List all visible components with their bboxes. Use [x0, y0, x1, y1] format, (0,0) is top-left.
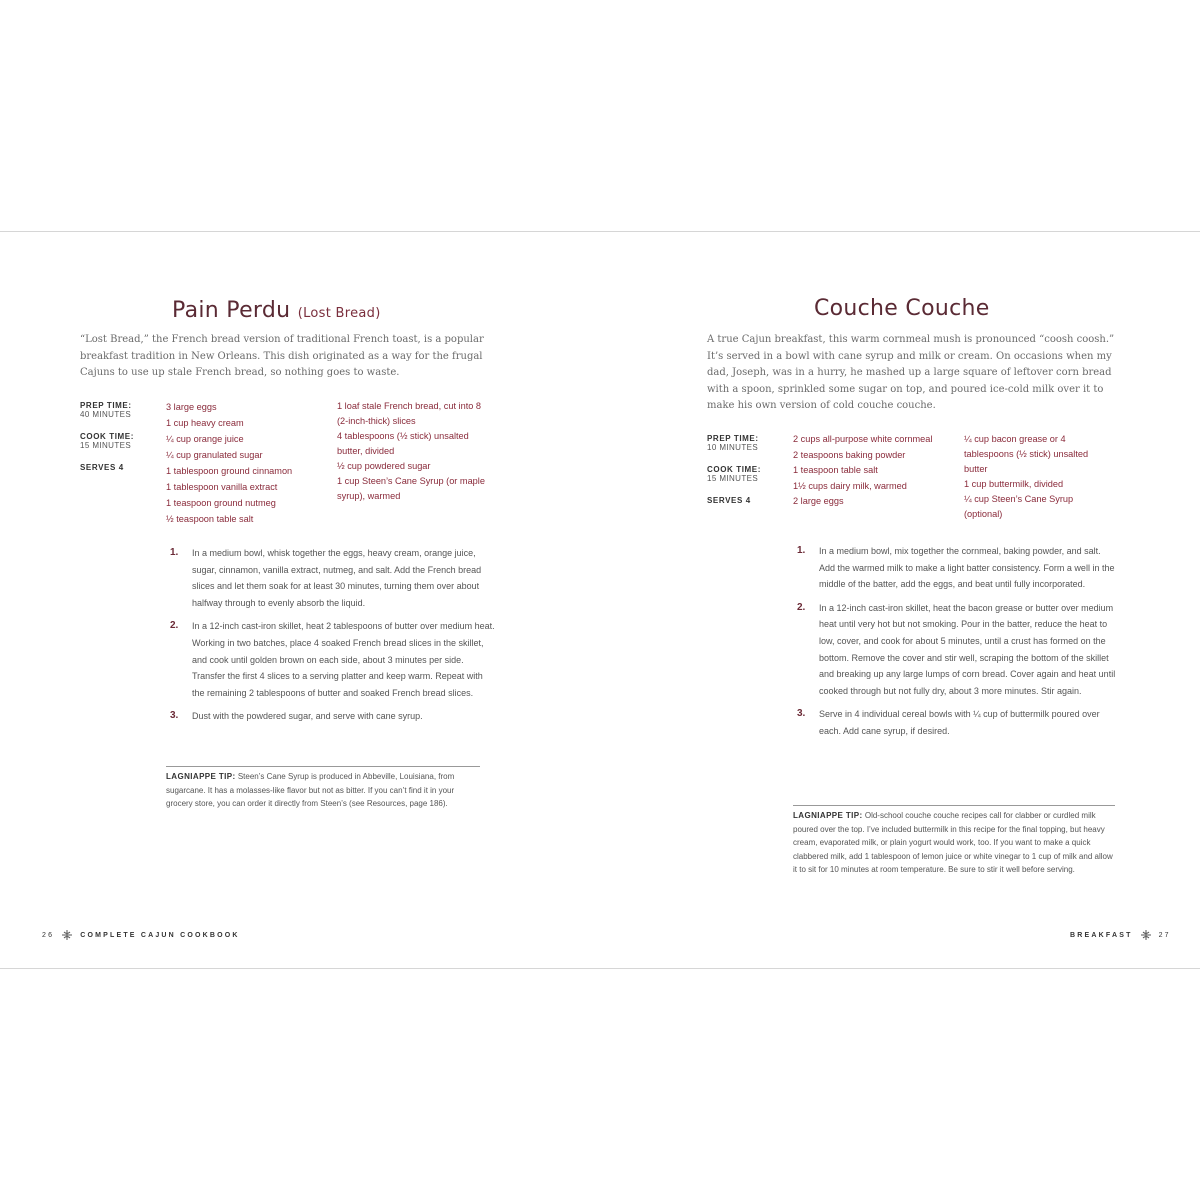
section-title: BREAKFAST [1070, 931, 1133, 939]
step-text: In a 12-inch cast-iron skillet, heat the bacon grease or butter over medium heat until very hot but not smoking. Pour in the batter, reduce the heat to low, cover, and cook for about 5 minutes, until a crust has formed on the bottom. Remove the cover and stir well, scraping the bottom of the skillet and breaking up any large lumps of corn bread. Cover again and heat until cooked through but not fully dry, about 3 more minutes. Stir again. [819, 602, 1116, 696]
step-text: Dust with the powdered sugar, and serve with cane syrup. [192, 711, 423, 722]
ingredient-item: 1 cup heavy cream [166, 418, 244, 428]
step-number: 3. [170, 710, 179, 722]
recipe-steps [170, 545, 495, 732]
serves-label: SERVES 4 [707, 496, 751, 505]
ingredient-item: 1 teaspoon table salt [793, 465, 878, 475]
recipe-title [814, 296, 990, 321]
fleur-de-lis-icon [1139, 929, 1153, 941]
step-number: 2. [170, 620, 179, 632]
prep-time-value: 40 MINUTES [80, 410, 132, 419]
recipe-intro: A true Cajun breakfast, this warm cornmeal mush is pronounced “coosh coosh.” It’s served in a bowl with cane syrup and milk or cream. On occasions when my dad, Joseph, was in a hurry, he mashed up a large square of leftover corn bread with a spoon, sprinkled some sugar on top, and poured ice-cold milk over it to make his own version of cold couche couche. [707, 334, 1115, 412]
ingredient-item: 2 teaspoons baking powder [793, 449, 906, 460]
ingredient-item: 1 cup buttermilk, divided [964, 479, 1064, 489]
recipe-meta [80, 401, 160, 485]
ingredients-list-1 [793, 432, 933, 510]
recipe-title-text: Pain Perdu [172, 298, 291, 323]
fleur-de-lis-icon [60, 929, 74, 941]
tip-text: Steen’s Cane Syrup is produced in Abbeville, Louisiana, from sugarcane. It has a molasses-like flavor but not as bitter. If you can’t find it in your grocery store, you can order it directly from Steen’s (see Resources, page 186). [166, 772, 455, 808]
ingredient-item: ¼ cup bacon grease or 4 tablespoons (½ stick) unsalted butter [964, 434, 1089, 474]
serves-label: SERVES 4 [80, 463, 124, 472]
tip-label: LAGNIAPPE TIP: [793, 811, 863, 820]
ingredient-item: ½ cup powdered sugar [337, 461, 431, 471]
lagniappe-tip [793, 805, 1115, 877]
recipe-steps [797, 543, 1117, 747]
step-text: In a medium bowl, mix together the cornmeal, baking powder, and salt. Add the warmed milk to make a light batter consistency. Form a well in the middle of the batter, add the eggs, and beat until fully incorporated. [819, 546, 1115, 590]
recipe-title-text: Couche Couche [814, 296, 990, 321]
page-number: 27 [1158, 931, 1171, 939]
ingredient-item: 1 tablespoon vanilla extract [166, 482, 278, 492]
step-number: 1. [170, 547, 179, 558]
ingredients-list-2 [337, 399, 487, 504]
step-number: 2. [797, 601, 806, 613]
step-item [170, 545, 495, 611]
ingredients-list-2 [964, 432, 1104, 522]
step-text: In a medium bowl, whisk together the eggs, heavy cream, orange juice, sugar, cinnamon, vanilla extract, nutmeg, and salt. Add the French bread slices and let them soak for at least 30 minutes, turning them over about halfway through to evenly absorb the liquid. [192, 548, 482, 608]
recipe-subtitle: (Lost Bread) [297, 306, 381, 321]
recipe-meta [707, 434, 787, 518]
cook-time-label: COOK TIME: [707, 465, 761, 474]
step-item [797, 600, 1117, 700]
ingredient-item: 1 loaf stale French bread, cut into 8 (2-inch-thick) slices [337, 401, 482, 426]
step-item [797, 706, 1117, 739]
ingredient-item: ½ teaspoon table salt [166, 514, 254, 524]
step-number: 1. [797, 545, 806, 556]
cook-time-value: 15 MINUTES [80, 441, 132, 450]
ingredient-item: 2 cups all-purpose white cornmeal [793, 434, 933, 444]
recipe-intro: “Lost Bread,” the French bread version of traditional French toast, is a popular breakfast tradition in New Orleans. This dish originated as a way for the frugal Cajuns to use up stale French bread, so nothing goes to waste. [80, 334, 484, 379]
step-text: Serve in 4 individual cereal bowls with ¼ cup of buttermilk poured over each. Add cane syrup, if desired. [819, 709, 1100, 736]
ingredient-item: 1½ cups dairy milk, warmed [793, 480, 907, 491]
ingredient-item: 1 tablespoon ground cinnamon [166, 466, 293, 476]
ingredient-item: 4 tablespoons (½ stick) unsalted butter, divided [337, 431, 469, 456]
ingredient-item: 1 teaspoon ground nutmeg [166, 498, 276, 508]
right-footer [1070, 929, 1171, 941]
recipe-title [172, 298, 381, 323]
step-text: In a 12-inch cast-iron skillet, heat 2 tablespoons of butter over medium heat. Working in two batches, place 4 soaked French bread slices in the skillet, and cook until golden brown on each side, about 3 minutes per side. Transfer the first 4 slices to a serving platter and keep warm. Repeat with the remaining 2 tablespoons of butter and soaked French bread slices. [192, 621, 495, 698]
tip-label: LAGNIAPPE TIP: [166, 772, 236, 781]
page-number: 26 [42, 931, 55, 939]
book-title: COMPLETE CAJUN COOKBOOK [80, 931, 240, 939]
cook-time-label: COOK TIME: [80, 432, 134, 441]
ingredient-item: ¼ cup granulated sugar [166, 450, 263, 460]
ingredient-item: ¼ cup Steen’s Cane Syrup (optional) [964, 494, 1074, 519]
prep-time-label: PREP TIME: [80, 401, 132, 410]
left-footer [42, 929, 240, 941]
left-page [0, 232, 600, 970]
ingredient-item: 3 large eggs [166, 402, 217, 412]
prep-time-label: PREP TIME: [707, 434, 759, 443]
step-item [170, 708, 495, 725]
ingredient-item: 1 cup Steen’s Cane Syrup (or maple syrup), warmed [337, 476, 485, 501]
lagniappe-tip [166, 766, 480, 811]
ingredient-item: 2 large eggs [793, 496, 844, 506]
book-spread [0, 231, 1200, 969]
tip-text: Old-school couche couche recipes call for clabber or curdled milk poured over the top. I’ve included buttermilk in this recipe for the final topping, but heavy cream, evaporated milk, or plain yogurt would work, too. If you want to make a quick clabbered milk, add 1 tablespoon of lemon juice or white vinegar to 1 cup of milk and allow it to sit for 10 minutes at room temperature. Be sure to stir it well before serving. [793, 811, 1113, 874]
ingredients-list-1 [166, 399, 326, 527]
step-item [797, 543, 1117, 593]
step-item [170, 618, 495, 701]
prep-time-value: 10 MINUTES [707, 443, 759, 452]
step-number: 3. [797, 708, 806, 720]
right-page [600, 232, 1200, 970]
cook-time-value: 15 MINUTES [707, 474, 759, 483]
ingredient-item: ¼ cup orange juice [166, 434, 244, 444]
